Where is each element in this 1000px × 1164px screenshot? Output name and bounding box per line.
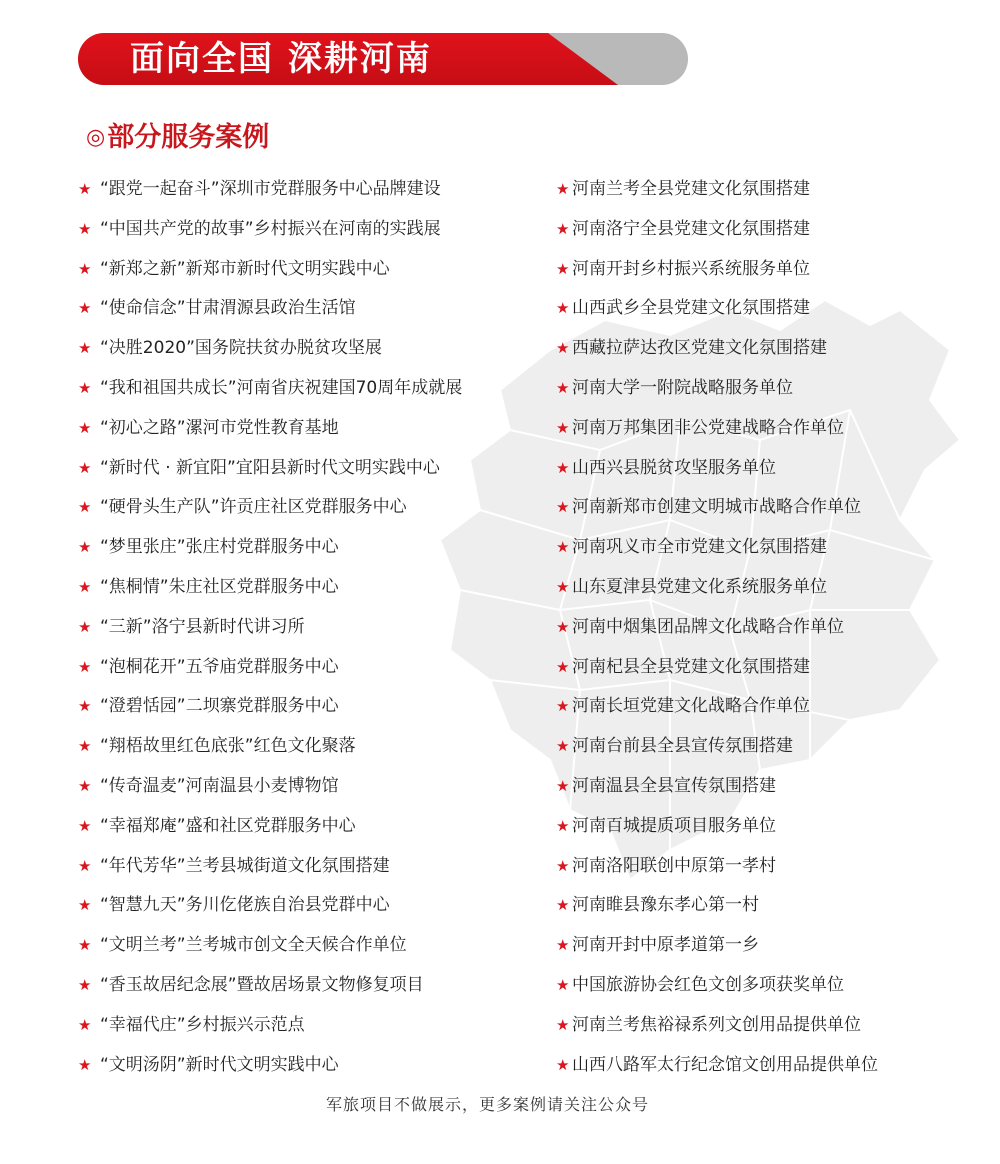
star-icon: ★: [78, 259, 92, 278]
star-icon: ★: [556, 219, 570, 238]
list-item: ★ 河南新郑市创建文明城市战略合作单位: [556, 488, 976, 528]
star-icon: ★: [556, 816, 570, 835]
list-item: ★ 山西武乡全县党建文化氛围搭建: [556, 289, 976, 329]
list-item: ★ 河南中烟集团品牌文化战略合作单位: [556, 608, 976, 648]
star-icon: ★: [556, 259, 570, 278]
star-icon: ★: [78, 538, 92, 557]
star-icon: ★: [556, 737, 570, 756]
star-icon: ★: [78, 378, 92, 397]
star-icon: ★: [78, 975, 92, 994]
list-item: ★ 河南杞县全县党建文化氛围搭建: [556, 648, 976, 688]
section-heading: [86, 118, 269, 158]
list-item: ★ 河南洛阳联创中原第一孝村: [556, 847, 976, 887]
list-item: ★ 河南万邦集团非公党建战略合作单位: [556, 409, 976, 449]
list-item: ★ “梦里张庄”张庄村党群服务中心: [78, 528, 538, 568]
ring-icon: ◎: [86, 125, 106, 150]
star-icon: ★: [78, 936, 92, 955]
star-icon: ★: [78, 617, 92, 636]
star-icon: ★: [78, 299, 92, 318]
list-item: ★ 山西兴县脱贫攻坚服务单位: [556, 449, 976, 489]
star-icon: ★: [78, 458, 92, 477]
list-item: ★ 河南长垣党建文化战略合作单位: [556, 687, 976, 727]
list-item: ★ 中国旅游协会红色文创多项获奖单位: [556, 966, 976, 1006]
star-icon: ★: [556, 577, 570, 596]
star-icon: ★: [78, 418, 92, 437]
star-icon: ★: [556, 180, 570, 198]
header-banner: [78, 33, 688, 85]
star-icon: ★: [78, 856, 92, 875]
right-case-list: [556, 170, 976, 1085]
list-item: ★ “幸福代庄”乡村振兴示范点: [78, 1006, 538, 1046]
list-item: ★ “文明兰考”兰考城市创文全天候合作单位: [78, 926, 538, 966]
list-item: ★ “香玉故居纪念展”暨故居场景文物修复项目: [78, 966, 538, 1006]
star-icon: ★: [78, 697, 92, 716]
star-icon: ★: [556, 975, 570, 994]
list-item: ★ “智慧九天”务川仡佬族自治县党群中心: [78, 886, 538, 926]
list-item: ★ 山西八路军太行纪念馆文创用品提供单位: [556, 1046, 976, 1086]
star-icon: ★: [78, 816, 92, 835]
list-item: ★ 河南台前县全县宣传氛围搭建: [556, 727, 976, 767]
list-item: ★ 山东夏津县党建文化系统服务单位: [556, 568, 976, 608]
list-item: ★ “翔梧故里红色底张”红色文化聚落: [78, 727, 538, 767]
star-icon: ★: [556, 896, 570, 915]
star-icon: ★: [556, 657, 570, 676]
star-icon: ★: [556, 458, 570, 477]
star-icon: ★: [78, 737, 92, 756]
star-icon: ★: [556, 856, 570, 875]
list-item: ★ “传奇温麦”河南温县小麦博物馆: [78, 767, 538, 807]
star-icon: ★: [78, 339, 92, 358]
list-item: ★ “使命信念”甘肃渭源县政治生活馆: [78, 289, 538, 329]
list-item: ★ “三新”洛宁县新时代讲习所: [78, 608, 538, 648]
star-icon: ★: [556, 1055, 570, 1074]
star-icon: ★: [556, 617, 570, 636]
list-item: ★ “跟党一起奋斗”深圳市党群服务中心品牌建设: [78, 170, 538, 210]
list-item: ★ “硬骨头生产队”许贡庄社区党群服务中心: [78, 488, 538, 528]
footer-note: 军旅项目不做展示，更多案例请关注公众号: [325, 1095, 649, 1114]
star-icon: ★: [556, 498, 570, 517]
star-icon: ★: [78, 896, 92, 915]
star-icon: ★: [556, 299, 570, 318]
section-title: 部分服务案例: [107, 122, 270, 153]
star-icon: ★: [556, 538, 570, 557]
star-icon: ★: [78, 577, 92, 596]
list-item: ★ 河南兰考全县党建文化氛围搭建: [556, 170, 976, 210]
list-item: ★ 河南兰考焦裕禄系列文创用品提供单位: [556, 1006, 976, 1046]
star-icon: ★: [78, 1055, 92, 1074]
star-icon: ★: [556, 339, 570, 358]
star-icon: ★: [78, 1015, 92, 1034]
list-item: ★ 河南温县全县宣传氛围搭建: [556, 767, 976, 807]
star-icon: ★: [78, 776, 92, 795]
star-icon: ★: [556, 378, 570, 397]
list-item: ★ 河南开封中原孝道第一乡: [556, 926, 976, 966]
star-icon: ★: [78, 657, 92, 676]
list-item: ★ “初心之路”漯河市党性教育基地: [78, 409, 538, 449]
star-icon: ★: [556, 418, 570, 437]
list-item: ★ “泡桐花开”五爷庙党群服务中心: [78, 648, 538, 688]
list-item: ★ “文明汤阴”新时代文明实践中心: [78, 1046, 538, 1086]
star-icon: ★: [556, 1015, 570, 1034]
star-icon: ★: [78, 219, 92, 238]
star-icon: ★: [556, 936, 570, 955]
list-item: ★ 西藏拉萨达孜区党建文化氛围搭建: [556, 329, 976, 369]
list-item: ★ “决胜2020”国务院扶贫办脱贫攻坚展: [78, 329, 538, 369]
list-item: ★ “新时代 · 新宜阳”宜阳县新时代文明实践中心: [78, 449, 538, 489]
list-item: ★ “我和祖国共成长”河南省庆祝建国70周年成就展: [78, 369, 538, 409]
list-item: ★ 河南巩义市全市党建文化氛围搭建: [556, 528, 976, 568]
list-item: ★ “中国共产党的故事”乡村振兴在河南的实践展: [78, 210, 538, 250]
list-item: ★ “新郑之新”新郑市新时代文明实践中心: [78, 250, 538, 290]
list-item: ★ 河南开封乡村振兴系统服务单位: [556, 250, 976, 290]
list-item: ★ 河南百城提质项目服务单位: [556, 807, 976, 847]
star-icon: ★: [78, 498, 92, 517]
list-item: ★ “年代芳华”兰考县城街道文化氛围搭建: [78, 847, 538, 887]
list-item: ★ “澄碧恬园”二坝寨党群服务中心: [78, 687, 538, 727]
list-item: ★ 河南睢县豫东孝心第一村: [556, 886, 976, 926]
list-item: ★ “幸福郑庵”盛和社区党群服务中心: [78, 807, 538, 847]
star-icon: ★: [78, 180, 92, 198]
list-item: ★ 河南洛宁全县党建文化氛围搭建: [556, 210, 976, 250]
banner-title: 面向全国 深耕河南: [130, 39, 432, 79]
star-icon: ★: [556, 776, 570, 795]
star-icon: ★: [556, 697, 570, 716]
list-item: ★ “焦桐情”朱庄社区党群服务中心: [78, 568, 538, 608]
list-item: ★ 河南大学一附院战略服务单位: [556, 369, 976, 409]
left-case-list: [78, 170, 538, 1085]
